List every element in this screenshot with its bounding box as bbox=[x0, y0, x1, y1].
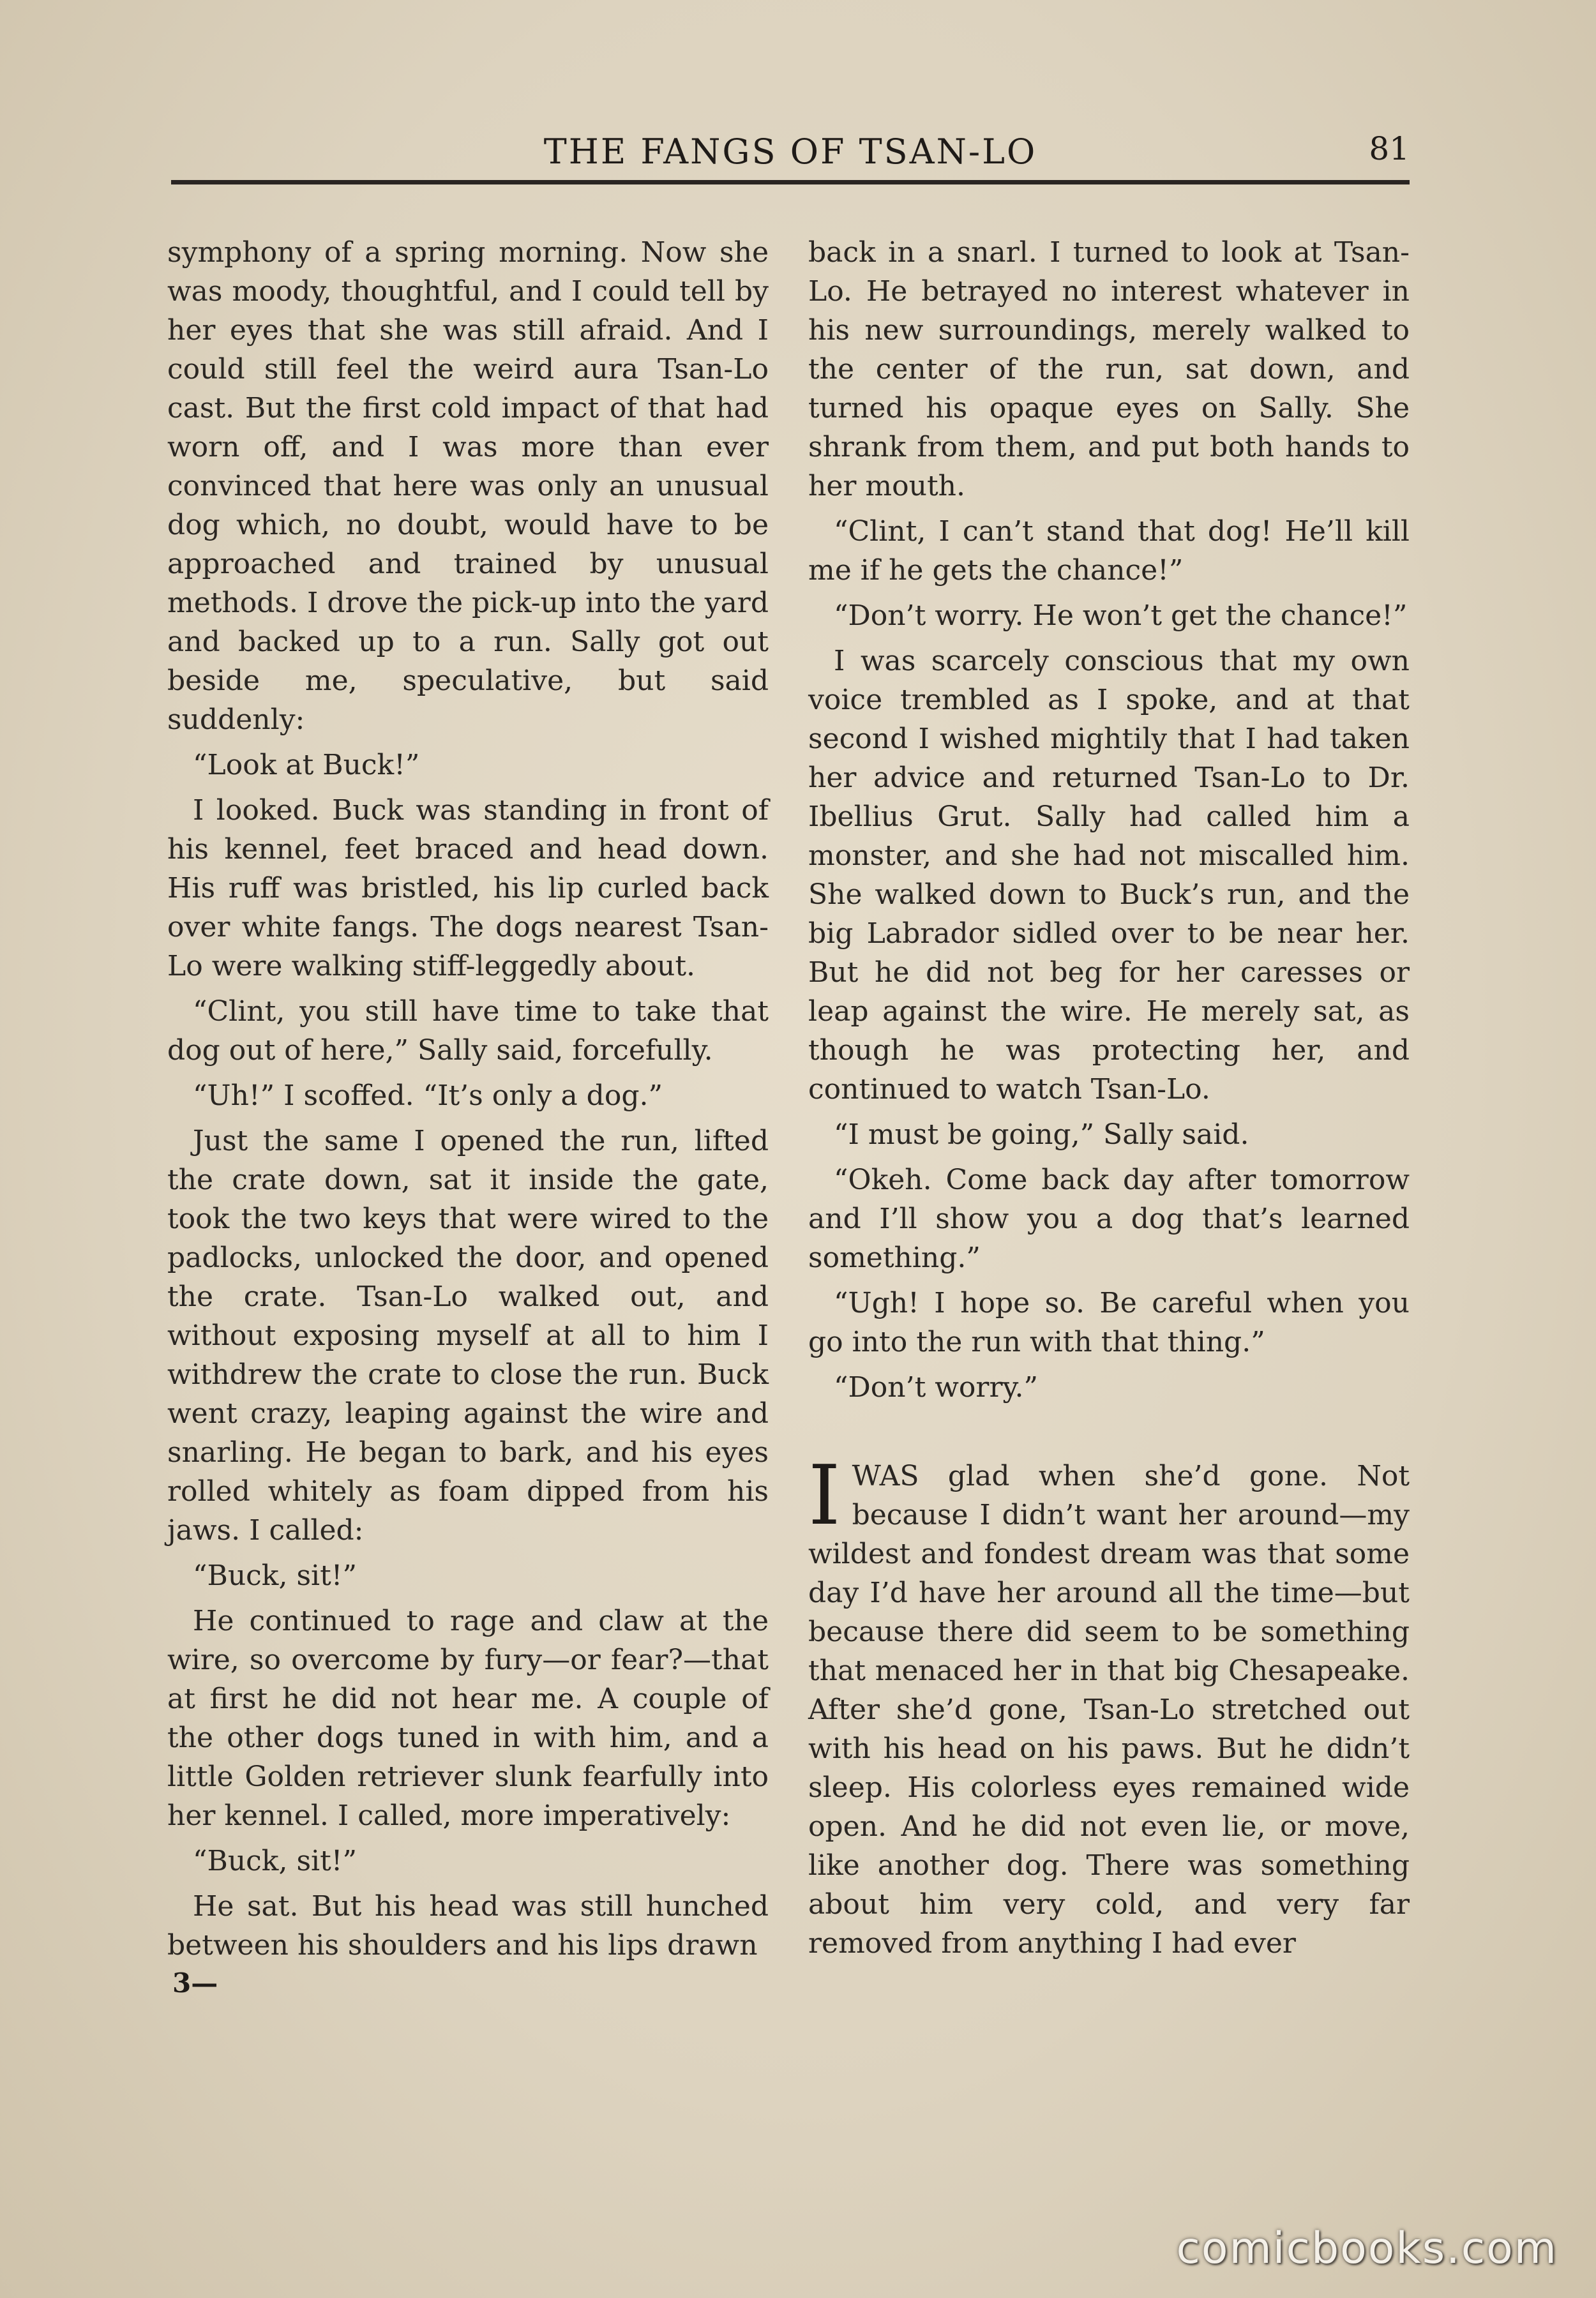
site-watermark: comicbooks.com bbox=[1176, 2223, 1558, 2274]
paragraph: “Don’t worry. He won’t get the chance!” bbox=[834, 599, 1408, 632]
section-opening-paragraph bbox=[808, 1448, 1410, 1963]
paragraph: “Buck, sit!” bbox=[193, 1845, 357, 1877]
paragraph: I was scarcely conscious that my own voice trembled as I spoke, and at that second I wished mightily that I had taken her advice and returned Tsan-Lo to Dr. Ibellius Grut. Sally had called him a monster, and she had not miscalled him. She walked down to Buck’s run, and the big Labrador sidled over to be near her. But he did not beg for her caresses or leap against the wire. He merely sat, as though he was protecting her, and continued to watch Tsan-Lo. bbox=[808, 645, 1410, 1106]
right-column bbox=[808, 233, 1410, 1969]
page-number: 81 bbox=[1369, 130, 1410, 167]
section-break bbox=[808, 1413, 1410, 1457]
paragraph: “Look at Buck!” bbox=[193, 749, 420, 781]
paragraph: back in a snarl. I turned to look at Tsan-Lo. He betrayed no interest whatever in his new surroundings, merely walked to the center of the run, sat down, and turned his opaque eyes on Sally. She shrank from them, and put both hands to her mouth. bbox=[808, 236, 1410, 502]
paragraph: “Uh!” I scoffed. “It’s only a dog.” bbox=[193, 1079, 663, 1112]
paragraph: symphony of a spring morning. Now she was moody, thoughtful, and I could tell by her eyes that she was still afraid. And I could still feel the weird aura Tsan-Lo cast. But the first cold impact of that had worn off, and I was more than ever convinced that here was only an unusual dog which, no doubt, would have to be approached and trained by unusual methods. I drove the pick-up into the yard and backed up to a run. Sally got out beside me, speculative, but said suddenly: bbox=[167, 236, 769, 736]
paragraph: “Clint, you still have time to take that dog out of here,” Sally said, forcefully. bbox=[167, 995, 769, 1067]
paragraph: Just the same I opened the run, lifted the crate down, sat it inside the gate, took the two keys that were wired to the padlocks, unlocked the door, and opened the crate. Tsan-Lo walked out, and without exposing myself at all to him I withdrew the crate to close the run. Buck went crazy, leaping against the wire and snarling. He began to bark, and his eyes rolled whitely as foam dipped from his jaws. I called: bbox=[167, 1125, 769, 1547]
left-column bbox=[167, 233, 769, 1971]
running-header bbox=[171, 125, 1410, 177]
drop-cap: I bbox=[808, 1448, 841, 1543]
signature-mark: 3— bbox=[172, 1967, 218, 1999]
paragraph: “Clint, I can’t stand that dog! He’ll kill me if he gets the chance!” bbox=[808, 515, 1410, 587]
header-rule bbox=[171, 180, 1410, 184]
paragraph: I looked. Buck was standing in front of his kennel, feet braced and head down. His ruff was bristled, his lip curled back over white fangs. The dogs nearest Tsan-Lo were walking stiff-leggedly about. bbox=[167, 794, 769, 982]
paragraph: “Buck, sit!” bbox=[193, 1559, 357, 1592]
paragraph: “Ugh! I hope so. Be careful when you go into the run with that thing.” bbox=[808, 1287, 1410, 1358]
paragraph: “Don’t worry.” bbox=[834, 1371, 1038, 1404]
paragraph: He continued to rage and claw at the wire, so overcome by fury—or fear?—that at first he did not hear me. A couple of the other dogs tuned in with him, and a little Golden retriever slunk fearfully into her kennel. I called, more imperatively: bbox=[167, 1605, 769, 1832]
paragraph: “I must be going,” Sally said. bbox=[834, 1118, 1249, 1151]
story-title: THE FANGS OF TSAN-LO bbox=[543, 131, 1037, 172]
section-opening-text: WAS glad when she’d gone. Not because I didn’t want her around—my wildest and fondest dream was that some day I’d have her around all the time—but because there did seem to be something that menaced her in that big Chesapeake. After she’d gone, Tsan-Lo stretched out with his head on his paws. But he didn’t sleep. His colorless eyes remained wide open. And he did not even lie, or move, like another dog. There was something about him very cold, and very far removed from anything I had ever bbox=[808, 1460, 1410, 1960]
paragraph: He sat. But his head was still hunched between his shoulders and his lips drawn bbox=[167, 1890, 769, 1962]
paragraph: “Okeh. Come back day after tomorrow and I’ll show you a dog that’s learned something.” bbox=[808, 1164, 1410, 1274]
